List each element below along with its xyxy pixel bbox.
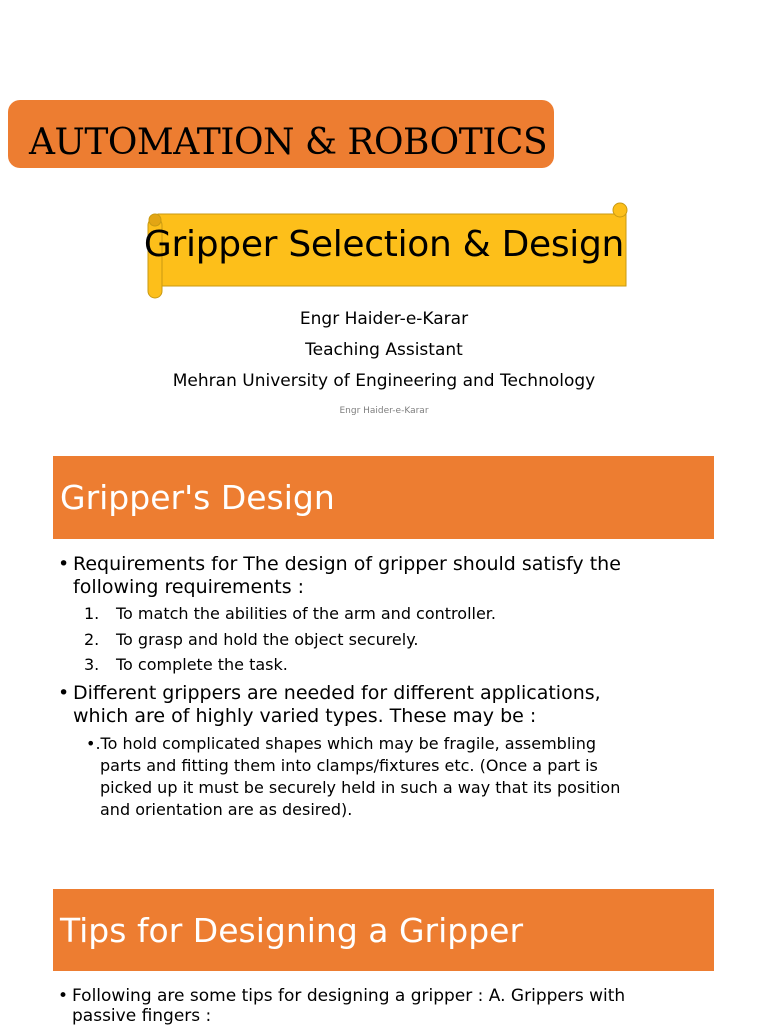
section-header-grippers-design [53, 456, 714, 539]
item-number: 1. [84, 604, 100, 623]
course-title: AUTOMATION & ROBOTICS [29, 122, 548, 163]
bullet-text: following requirements : [73, 576, 305, 598]
bullet-text: passive fingers : [72, 1006, 212, 1026]
item-text: To grasp and hold the object securely. [116, 630, 419, 649]
numbered-item [84, 630, 419, 650]
sub-bullet-text: and orientation are as desired). [100, 800, 353, 819]
numbered-item [84, 604, 496, 624]
item-number: 2. [84, 630, 100, 649]
author-role: Teaching Assistant [305, 340, 463, 360]
item-number: 3. [84, 655, 100, 674]
bullet-icon: • [58, 682, 70, 704]
item-text: To match the abilities of the arm and controller. [116, 604, 496, 623]
section-header-tips [53, 889, 714, 971]
section-title: Tips for Designing a Gripper [60, 911, 524, 950]
slide-footer: Engr Haider-e-Karar [339, 406, 429, 416]
bullet-icon: • [58, 553, 70, 575]
author-institution: Mehran University of Engineering and Technology [172, 371, 596, 391]
bullet-text: Following are some tips for designing a gripper : A. Grippers with [72, 986, 626, 1006]
bullet-icon: • [58, 986, 69, 1006]
sub-bullet-text: parts and fitting them into clamps/fixtures etc. (Once a part is [100, 756, 598, 775]
sub-bullet-text: •.To hold complicated shapes which may be fragile, assembling [86, 734, 597, 753]
title-slide [0, 0, 768, 440]
bullet-text: Requirements for The design of gripper should satisfy the [73, 553, 621, 575]
bullet-text: which are of highly varied types. These may be : [73, 705, 537, 727]
numbered-item [84, 655, 288, 675]
sub-bullet-text: picked up it must be securely held in such a way that its position [100, 778, 621, 797]
item-text: To complete the task. [116, 655, 288, 674]
section-title: Gripper's Design [60, 478, 335, 517]
deck-title: Gripper Selection & Design [143, 224, 625, 265]
bullet-text: Different grippers are needed for different applications, [73, 682, 601, 704]
author-name: Engr Haider-e-Karar [299, 309, 469, 329]
